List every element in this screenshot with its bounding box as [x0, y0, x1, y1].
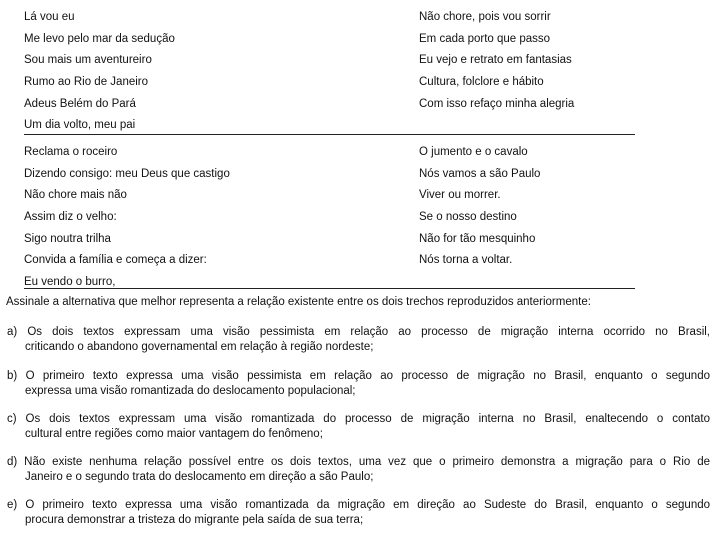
poem1-left-line: Sou mais um aventureiro: [24, 54, 152, 66]
poem2-right-line: Se o nosso destino: [419, 211, 517, 223]
poem2-left-line: Não chore mais não: [24, 189, 127, 201]
option-line-1: e) O primeiro texto expressa uma visão romantizada da migração em direção ao Sudeste do Brasil, enquanto o segundo: [7, 499, 710, 511]
poem2-right-line: Viver ou morrer.: [419, 189, 501, 201]
poem1-left-line: Me levo pelo mar da sedução: [24, 33, 175, 45]
poem2-left-line: Assim diz o velho:: [24, 211, 117, 223]
poem2-left-line: Sigo noutra trilha: [24, 233, 111, 245]
divider-line: [24, 288, 635, 289]
option-line-1: d) Não existe nenhuma relação possível entre os dois textos, uma vez que o primeiro demonstra a migração para o Rio de: [7, 456, 710, 468]
poem1-right-line: Com isso refaço minha alegria: [419, 98, 575, 110]
poem1-left-line: Um dia volto, meu pai: [24, 119, 136, 131]
poem1-right-line: Não chore, pois vou sorrir: [419, 11, 551, 23]
poem1-left-line: Rumo ao Rio de Janeiro: [24, 76, 149, 88]
poem2-right-line: O jumento e o cavalo: [419, 146, 528, 158]
poem1-right-line: Em cada porto que passo: [419, 33, 551, 45]
answer-option-a[interactable]: [7, 325, 710, 355]
poem1-left-line: Adeus Belém do Pará: [24, 98, 136, 110]
answer-option-b[interactable]: [7, 369, 710, 399]
option-line-2: Janeiro e o segundo trata do deslocamento em direção a são Paulo;: [25, 471, 374, 483]
poem2-left-line: Convida a família e começa a dizer:: [24, 254, 207, 266]
option-line-1: c) Os dois textos expressam uma visão romantizada do processo de migração interna no Brasil, enaltecendo o contato: [7, 413, 710, 425]
option-line-2: cultural entre regiões como maior vantagem do fenômeno;: [25, 428, 323, 440]
poem2-right-line: Não for tão mesquinho: [419, 233, 536, 245]
question-prompt: Assinale a alternativa que melhor representa a relação existente entre os dois trechos reproduzidos anteriormente:: [6, 296, 591, 308]
poem1-left-line: Lá vou eu: [24, 11, 75, 23]
divider-line: [24, 134, 635, 135]
option-line-2: expressa uma visão romantizada do deslocamento populacional;: [25, 385, 356, 397]
poem2-left-line: Eu vendo o burro,: [24, 276, 116, 288]
poem2-left-line: Reclama o roceiro: [24, 146, 118, 158]
option-line-1: b) O primeiro texto expressa uma visão pessimista em relação ao processo de migração no Brasil, enquanto o segundo: [7, 370, 710, 382]
answer-option-e[interactable]: [7, 498, 710, 528]
poem2-right-line: Nós vamos a são Paulo: [419, 168, 541, 180]
option-line-2: procura demonstrar a tristeza do migrante pela saída de sua terra;: [25, 514, 364, 526]
option-line-1: a) Os dois textos expressam uma visão pessimista em relação ao processo de migração interna ocorrido no Brasil,: [7, 326, 710, 338]
poem2-left-line: Dizendo consigo: meu Deus que castigo: [24, 168, 230, 180]
option-line-2: criticando o abandono governamental em relação à região nordeste;: [25, 341, 374, 353]
poem2-right-line: Nós torna a voltar.: [419, 254, 513, 266]
poem1-right-line: Eu vejo e retrato em fantasias: [419, 54, 572, 66]
poem1-right-line: Cultura, folclore e hábito: [419, 76, 544, 88]
answer-option-d[interactable]: [7, 455, 710, 485]
answer-option-c[interactable]: [7, 412, 710, 442]
